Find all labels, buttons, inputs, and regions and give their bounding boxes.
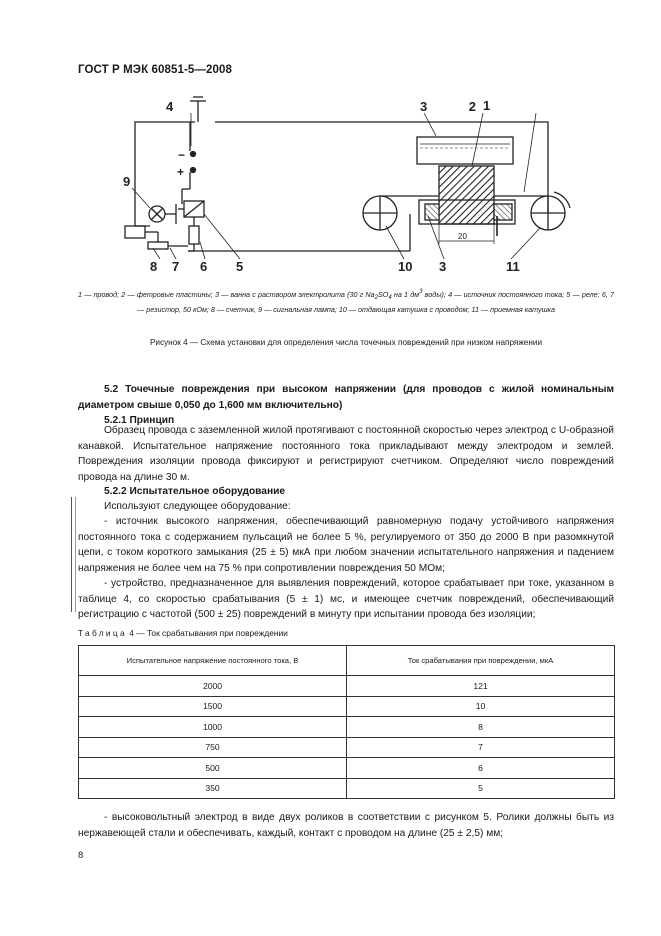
equipment-item-1: - источник высокого напряжения, обеспечивающий равномерную подачу устойчивого напряжения постоянного тока с содержанием пульсаций не более 5 %, регулируемого от 350 до 2000 В при разомкнутой цепи, с током короткого замыкания (25 ± 5) мкА при любом значении испытательного напряжения и падением напряжения не более чем на 75 % при сопротивлении повреждения 50 МОм; [78, 516, 614, 574]
figure-legend: 1 — провод; 2 — фетровые пластины; 3 — ванна с раствором электролита (30 г $Na_2SO_4$ на 1 $дм^3$ воды); 4 — источник постоянного тока; 5 — реле; 6, 7 — резистор, 50 кОм; 8 — счетчик, 9 — сигнальная лампа; 10 — отдающая катушка с проводом; 11 — приемная катушка [78, 289, 615, 314]
fig-label-8: 8 [150, 259, 158, 274]
fig-label-11: 11 [506, 259, 520, 274]
fig-label-3a: 3 [420, 99, 428, 114]
fig-dimension: 20 [458, 232, 467, 241]
fig-label-9: 9 [123, 174, 131, 189]
section-5-2-2-title: 5.2.2 Испытательное оборудование [104, 486, 286, 497]
fig-label-10: 10 [398, 259, 413, 274]
table-row: 1500 10 [79, 696, 615, 717]
table-row: 1000 8 [79, 717, 615, 738]
table-row: 350 5 [79, 778, 615, 799]
fig-label-4: 4 [166, 99, 174, 114]
page-number: 8 [78, 850, 84, 861]
table-row: 750 7 [79, 737, 615, 758]
table-row: 2000 121 [79, 676, 615, 697]
section-5-2-1-text: Образец провода с заземленной жилой протягивают с постоянной скоростью через электрод с U-образной канавкой. Испытательное напряжение постоянного тока прикладывают между электродом и землей. Повреждения изоляции провода фиксируют и регистрируют счетчиком. Определяют число повреждений провода на длине 30 м. [78, 425, 614, 483]
section-5-2-1-title: 5.2.1 Принцип [104, 415, 175, 426]
fig-minus: − [178, 148, 186, 162]
change-bar [71, 497, 72, 612]
table-header-current: Ток срабатывания при повреждении, мкА [347, 646, 615, 676]
equipment-item-3: - высоковольтный электрод в виде двух роликов в соответствии с рисунком 5. Ролики должны быть из нержавеющей стали и обеспечивать, каждый, контакт с проводом на длине (25 ± 2,5) мм; [78, 812, 614, 839]
fig-plus: + [177, 165, 185, 179]
document-header: ГОСТ Р МЭК 60851-5—2008 [78, 64, 232, 76]
fig-label-2: 2 [468, 99, 476, 114]
trip-current-table [78, 645, 615, 799]
fig-label-3b: 3 [439, 259, 447, 274]
section-5-2-2-intro: Используют следующее оборудование: [104, 501, 291, 512]
table-caption: Таблица 4 — Ток срабатывания при повреждении [78, 628, 288, 638]
table-header-voltage: Испытательное напряжение постоянного тока, В [79, 646, 347, 676]
section-5-2-title: 5.2 Точечные повреждения при высоком напряжении (для проводов с жилой номинальным диаметром свыше 0,050 до 1,600 мм включительно) [78, 384, 614, 411]
fig-label-6: 6 [200, 259, 208, 274]
fig-label-7: 7 [172, 259, 180, 274]
figure-caption: Рисунок 4 — Схема установки для определения числа точечных повреждений при низком напряжении [149, 338, 543, 347]
change-bar-inner [75, 497, 76, 612]
figure-schematic [70, 96, 590, 281]
fig-label-1: 1 [483, 98, 491, 113]
fig-label-5: 5 [236, 259, 244, 274]
equipment-item-2: - устройство, предназначенное для выявления повреждений, которое срабатывает при токе, указанном в таблице 4, со скоростью срабатывания (5 ± 1) мс, и имеющее счетчик повреждений, обеспечивающий регистрацию с частотой (500 ± 25) повреждений в минуту при испытании провода без изоляции; [78, 578, 614, 621]
table-row: 500 6 [79, 758, 615, 779]
